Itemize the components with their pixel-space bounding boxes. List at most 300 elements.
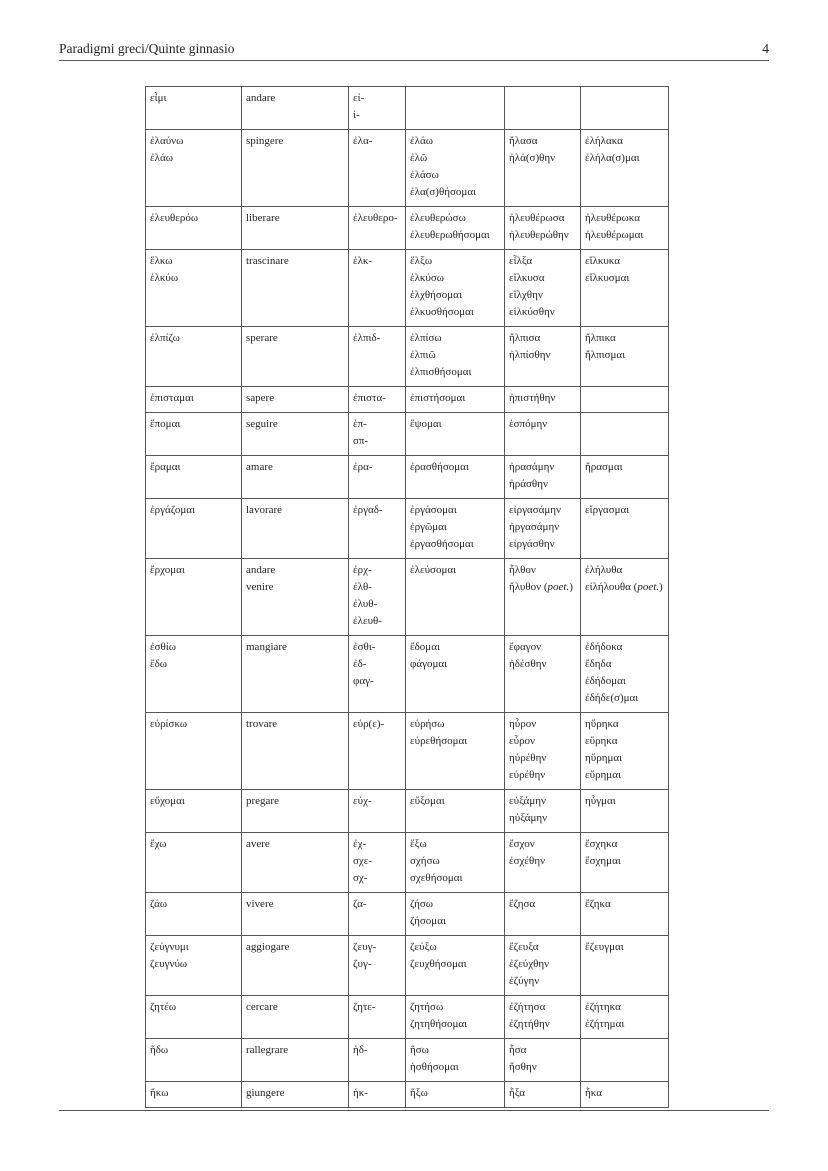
cell-perfect [581,250,669,327]
meaning-form: spingere [246,135,284,147]
present-form: ἔραμαι [150,461,181,473]
cell-aorist [505,559,581,636]
aorist-form: ἔφαγον [509,641,542,653]
table-row [146,456,669,499]
aorist-form: εἵλχθην [509,289,543,301]
future-form: εὔξομαι [410,795,445,807]
cell-meaning [242,1039,349,1082]
aorist-form: ἠδέσθην [509,658,547,670]
cell-perfect [581,1039,669,1082]
cell-meaning [242,499,349,559]
perfect-form: ἐδήδε(σ)μαι [585,692,639,704]
table-row [146,413,669,456]
cell-meaning [242,1082,349,1108]
future-form: ἐλεύσομαι [410,564,457,576]
aorist-form: ἔζησα [509,898,536,910]
future-form: ἑλχθήσομαι [410,289,462,301]
cell-stem [349,250,406,327]
meaning-form: aggiogare [246,941,290,953]
stem-form: ἐπιστα- [353,392,386,404]
future-form: ἐλπιῶ [410,349,436,361]
stem-form: σχε- [353,855,373,867]
cell-stem [349,893,406,936]
cell-perfect [581,413,669,456]
cell-stem [349,387,406,413]
meaning-form: andare [246,92,276,104]
future-form: ἐργασθήσομαι [410,538,474,550]
stem-form: εὑρ(ε)- [353,718,385,730]
future-form: ζήσω [410,898,434,910]
cell-stem [349,636,406,713]
cell-meaning [242,413,349,456]
aorist-form: εἰργασάμην [509,504,562,516]
future-form: ἐλπίσω [410,332,442,344]
perfect-form: ἔζευγμαι [585,941,624,953]
cell-present [146,130,242,207]
cell-meaning [242,636,349,713]
meaning-form: vivere [246,898,274,910]
table-row [146,1039,669,1082]
cell-present [146,1082,242,1108]
cell-meaning [242,130,349,207]
aorist-form: ἤλπισα [509,332,541,344]
stem-form: ἐλθ- [353,581,372,593]
perfect-form: ἐζήτημαι [585,1018,625,1030]
cell-future [406,387,505,413]
meaning-form: andare [246,564,276,576]
cell-stem [349,833,406,893]
stem-form: φαγ- [353,675,374,687]
table-row [146,499,669,559]
future-form: ἐλάω [410,135,433,147]
poetic-note: (poet.) [543,581,573,593]
future-form: ἐρασθήσομαι [410,461,469,473]
cell-aorist [505,387,581,413]
present-form: ἕπομαι [150,418,181,430]
table-row [146,996,669,1039]
cell-future [406,499,505,559]
cell-perfect [581,207,669,250]
meaning-form: venire [246,581,274,593]
table-row [146,559,669,636]
table-row [146,833,669,893]
stem-form: ἐλυθ- [353,598,378,610]
aorist-form: ἠλευθερώθην [509,229,569,241]
poetic-note: (poet.) [633,581,663,593]
stem-form: ἐλευθ- [353,615,382,627]
meaning-form: amare [246,461,273,473]
future-form: ἐλευθερώσω [410,212,466,224]
cell-perfect [581,833,669,893]
perfect-form: ἧκα [585,1087,602,1099]
stem-form: ἐλευθερο- [353,212,398,224]
future-form: ἐλῶ [410,152,428,164]
cell-future [406,833,505,893]
cell-aorist [505,936,581,996]
future-form: ζητηθήσομαι [410,1018,468,1030]
future-form: ἐργῶμαι [410,521,447,533]
future-form: ἐλπισθήσομαι [410,366,472,378]
aorist-form: ἐσχέθην [509,855,546,867]
meaning-form: mangiare [246,641,287,653]
cell-perfect [581,893,669,936]
table-row [146,327,669,387]
table-row [146,713,669,790]
aorist-form: εἰργάσθην [509,538,555,550]
present-form: ἕλκω [150,255,173,267]
perfect-form: εἰλήλουθα [585,581,631,593]
stem-form: ἐργαδ- [353,504,383,516]
cell-meaning [242,207,349,250]
future-form: εὑρήσω [410,718,445,730]
cell-aorist [505,1082,581,1108]
cell-perfect [581,87,669,130]
present-form: ἐπισταμαι [150,392,194,404]
aorist-form: ἐζητήθην [509,1018,550,1030]
cell-aorist [505,893,581,936]
table-row [146,250,669,327]
meaning-form: giungere [246,1087,285,1099]
stem-form: ἑπ- [353,418,367,430]
cell-stem [349,456,406,499]
cell-meaning [242,87,349,130]
meaning-form: trascinare [246,255,289,267]
cell-meaning [242,936,349,996]
aorist-form: ἐζήτησα [509,1001,546,1013]
cell-stem [349,327,406,387]
table-row [146,1082,669,1108]
meaning-form: pregare [246,795,279,807]
cell-present [146,713,242,790]
stem-form: ἡδ- [353,1044,368,1056]
cell-present [146,456,242,499]
future-form: ζήσομαι [410,915,446,927]
cell-future [406,713,505,790]
aorist-form: ἠλπίσθην [509,349,551,361]
cell-future [406,996,505,1039]
cell-perfect [581,387,669,413]
aorist-form: εἵλκυσα [509,272,545,284]
cell-aorist [505,996,581,1039]
aorist-form: ἦλθον [509,564,536,576]
cell-aorist [505,1039,581,1082]
cell-future [406,790,505,833]
aorist-form: εὗρον [509,735,536,747]
cell-present [146,636,242,713]
stem-form: ἐδ- [353,658,367,670]
aorist-form: ἔσχον [509,838,535,850]
meaning-form: lavorare [246,504,283,516]
cell-future [406,130,505,207]
present-form: ἑλκύω [150,272,179,284]
table-row [146,790,669,833]
cell-perfect [581,559,669,636]
cell-stem [349,499,406,559]
cell-stem [349,790,406,833]
cell-future [406,636,505,713]
cell-stem [349,936,406,996]
cell-present [146,893,242,936]
cell-present [146,1039,242,1082]
future-form: ἑλκυσθήσομαι [410,306,474,318]
aorist-form: ἠπιστήθην [509,392,556,404]
aorist-form: ἤλυθον [509,581,542,593]
cell-aorist [505,327,581,387]
cell-meaning [242,893,349,936]
aorist-form: ἠργασάμην [509,521,560,533]
stem-form: ἐρχ- [353,564,372,576]
cell-future [406,1039,505,1082]
perfect-form: ἐδήδοκα [585,641,623,653]
cell-aorist [505,456,581,499]
cell-meaning [242,559,349,636]
cell-stem [349,1039,406,1082]
page-footer-rule [59,1110,769,1111]
future-form: φάγομαι [410,658,448,670]
cell-future [406,413,505,456]
stem-form: ἰ- [353,109,360,121]
aorist-form: ἐζύγην [509,975,540,987]
meaning-form: rallegrare [246,1044,289,1056]
future-form: εὑρεθήσομαι [410,735,468,747]
page-number: 4 [762,41,769,56]
cell-future [406,936,505,996]
present-form: ἐργάζομαι [150,504,195,516]
present-form: ἐλαύνω [150,135,184,147]
cell-stem [349,996,406,1039]
cell-future [406,250,505,327]
cell-aorist [505,87,581,130]
form-with-note [509,579,576,596]
stem-form: ἑλκ- [353,255,373,267]
future-form: σχεθήσομαι [410,872,463,884]
verb-table-body [146,87,669,1108]
running-title: Paradigmi greci/Quinte ginnasio [59,41,235,56]
cell-perfect [581,790,669,833]
stem-form: σχ- [353,872,368,884]
present-form: ἥδω [150,1044,169,1056]
perfect-form: ἠλευθέρωκα [585,212,640,224]
future-form: ἔδομαι [410,641,440,653]
cell-stem [349,130,406,207]
form-with-note [585,579,664,596]
perfect-form: ἐζήτηκα [585,1001,621,1013]
aorist-form: ἥσθην [509,1061,537,1073]
perfect-form: ἠλευθέρωμαι [585,229,644,241]
stem-form: εὐχ- [353,795,372,807]
future-form: ἐργάσομαι [410,504,457,516]
future-form: ζεύξω [410,941,437,953]
present-form: ζάω [150,898,168,910]
cell-meaning [242,250,349,327]
cell-meaning [242,327,349,387]
aorist-form: ηὗρον [509,718,537,730]
meaning-form: trovare [246,718,278,730]
future-form: σχήσω [410,855,440,867]
cell-aorist [505,499,581,559]
present-form: ἔχω [150,838,167,850]
cell-aorist [505,413,581,456]
aorist-form: ἐζεύχθην [509,958,550,970]
cell-aorist [505,833,581,893]
table-row [146,87,669,130]
page-header [59,40,769,61]
present-form: εὑρίσκω [150,718,188,730]
meaning-form: sperare [246,332,278,344]
cell-perfect [581,936,669,996]
aorist-form: ἠλά(σ)θην [509,152,556,164]
cell-stem [349,87,406,130]
table-row [146,636,669,713]
perfect-form: ἐλήλακα [585,135,623,147]
cell-stem [349,207,406,250]
perfect-form: ἐλήλα(σ)μαι [585,152,640,164]
stem-form: ἐρα- [353,461,373,473]
future-form: ἐλα(σ)θήσομαι [410,186,477,198]
future-form: ἐλάσω [410,169,439,181]
future-form: ἕψομαι [410,418,442,430]
stem-form: σπ- [353,435,369,447]
cell-aorist [505,130,581,207]
cell-future [406,893,505,936]
cell-aorist [505,713,581,790]
cell-stem [349,559,406,636]
aorist-form: ηὑρέθην [509,752,547,764]
aorist-form: εἷλξα [509,255,533,267]
future-form: ἐλευθερωθήσομαι [410,229,490,241]
stem-form: ζα- [353,898,367,910]
cell-present [146,790,242,833]
verb-paradigm-table [145,86,669,1108]
cell-meaning [242,833,349,893]
stem-form: ἐλπιδ- [353,332,381,344]
present-form: εἶμι [150,92,167,104]
present-form: ἐλπίζω [150,332,180,344]
perfect-form: ἔζηκα [585,898,611,910]
cell-aorist [505,790,581,833]
present-form: ἔρχομαι [150,564,185,576]
perfect-form: εἴργασμαι [585,504,630,516]
cell-future [406,87,505,130]
cell-present [146,87,242,130]
perfect-form: εὕρημαι [585,769,621,781]
aorist-form: ἠρασάμην [509,461,555,473]
present-form: ἥκω [150,1087,169,1099]
perfect-form: εὕρηκα [585,735,618,747]
aorist-form: ἧσα [509,1044,527,1056]
perfect-form: ἐδήδομαι [585,675,626,687]
stem-form: ἐχ- [353,838,367,850]
cell-perfect [581,1082,669,1108]
cell-aorist [505,636,581,713]
stem-form: ζευγ- [353,941,377,953]
present-form: ζητέω [150,1001,177,1013]
aorist-form: ἠράσθην [509,478,548,490]
table-row [146,893,669,936]
cell-perfect [581,713,669,790]
perfect-form: ηὖγμαι [585,795,616,807]
future-form: ἡσθήσομαι [410,1061,459,1073]
aorist-form: εὑρέθην [509,769,546,781]
meaning-form: avere [246,838,270,850]
future-form: ἑλκύσω [410,272,445,284]
aorist-form: εἱλκύσθην [509,306,555,318]
future-form: ἕξω [410,838,427,850]
cell-present [146,559,242,636]
meaning-form: liberare [246,212,280,224]
table-row [146,387,669,413]
perfect-form: ηὕρηκα [585,718,619,730]
table-row [146,936,669,996]
stem-form: ζυγ- [353,958,372,970]
cell-perfect [581,636,669,713]
cell-perfect [581,499,669,559]
cell-stem [349,1082,406,1108]
cell-present [146,250,242,327]
cell-present [146,387,242,413]
cell-present [146,996,242,1039]
perfect-form: ἤρασμαι [585,461,623,473]
cell-future [406,327,505,387]
cell-present [146,207,242,250]
aorist-form: ηὐξάμην [509,812,548,824]
stem-form: ἐσθι- [353,641,376,653]
perfect-form: ἔσχημαι [585,855,621,867]
perfect-form: ἤλπισμαι [585,349,626,361]
cell-aorist [505,250,581,327]
stem-form: ἡκ- [353,1087,368,1099]
future-form: ζητήσω [410,1001,444,1013]
cell-meaning [242,790,349,833]
present-form: ἐλευθερόω [150,212,199,224]
present-form: ἐσθίω [150,641,177,653]
cell-present [146,327,242,387]
stem-form: ἐλα- [353,135,373,147]
cell-future [406,207,505,250]
cell-perfect [581,130,669,207]
cell-meaning [242,456,349,499]
perfect-form: ἔσχηκα [585,838,618,850]
perfect-form: ἤλπικα [585,332,616,344]
cell-present [146,936,242,996]
meaning-form: seguire [246,418,278,430]
cell-perfect [581,327,669,387]
cell-future [406,559,505,636]
present-form: ἐλάω [150,152,173,164]
cell-aorist [505,207,581,250]
cell-meaning [242,387,349,413]
present-form: ἔδω [150,658,168,670]
cell-present [146,413,242,456]
present-form: εὔχομαι [150,795,185,807]
aorist-form: ἔζευξα [509,941,539,953]
future-form: ἐπιστήσομαι [410,392,466,404]
future-form: ἥσω [410,1044,429,1056]
present-form: ζεύγνυμι [150,941,189,953]
stem-form: ζητε- [353,1001,376,1013]
cell-stem [349,713,406,790]
present-form: ζευγνύω [150,958,188,970]
cell-stem [349,413,406,456]
cell-meaning [242,996,349,1039]
meaning-form: sapere [246,392,275,404]
future-form: ζευχθήσομαι [410,958,467,970]
cell-perfect [581,996,669,1039]
cell-future [406,1082,505,1108]
aorist-form: ἧξα [509,1087,526,1099]
cell-future [406,456,505,499]
table-row [146,207,669,250]
